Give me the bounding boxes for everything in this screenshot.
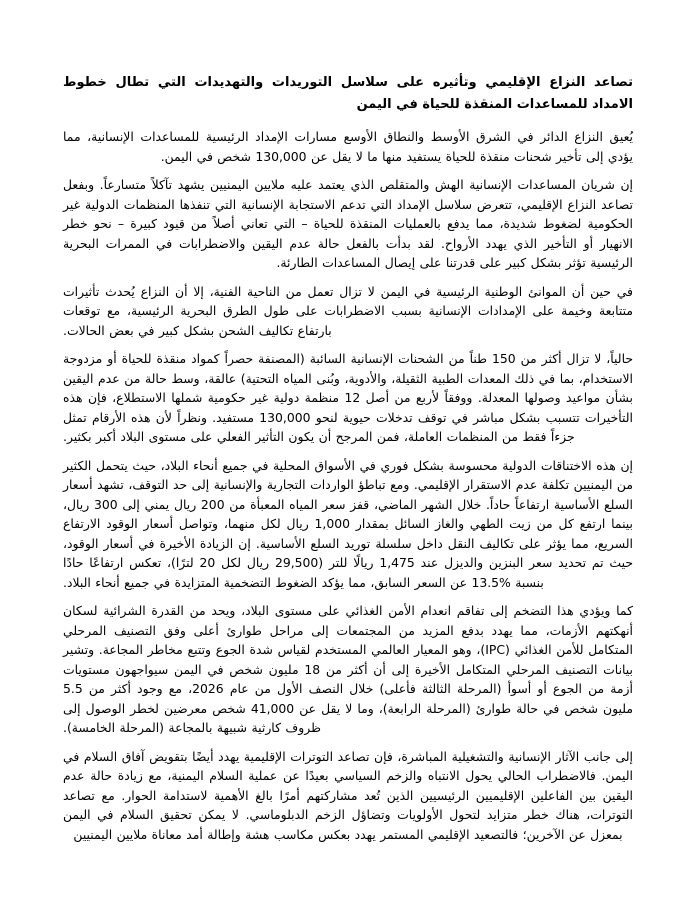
paragraph-ports-still-operating: في حين أن الموانئ الوطنية الرئيسية في اليمن لا تزال تعمل من الناحية الفنية، إلا أن النزاع يُحدث تأثيرات متتابعة وخيمة على الإمدادات الإنسانية بسبب الاضطرابات على طول الطرق البحرية الرئيسية، مع توقعات بارتفاع تكاليف الشحن بشكل كبير في بعض الحالات. bbox=[63, 283, 633, 338]
paragraph-food-insecurity-ipc: كما ويؤدي هذا التضخم إلى تفاقم انعدام الأمن الغذائي على مستوى البلاد، ويحد من القدرة الشرائية لسكان أنهكتهم الأزمات، مما يهدد بدفع المزيد من المجتمعات إلى مراحل طوارئ أعلى وفق التصنيف المرحلي المتكامل للأمن الغذائي (IPC)، وهو المعيار العالمي المستخدم لقياس شدة الجوع وتتبع مخاطر المجاعة. وتشير بيانات التصنيف المرحلي المتكامل الأخيرة إلى أن أكثر من 18 مليون شخص في اليمن سيواجهون مستويات أزمة من الجوع أو أسوأ (المرحلة الثالثة فأعلى) خلال النصف الأول من عام 2026، مع وجود أكثر من 5.5 مليون شخص في حالة طوارئ (المرحلة الرابعة)، وما لا يقل عن 41,000 شخص معرضين لخطر الوصول إلى ظروف كارثية شبيهة بالمجاعة (المرحلة الخامسة). bbox=[63, 603, 633, 735]
paragraph-peace-prospects: إلى جانب الآثار الإنسانية والتشغيلية المباشرة، فإن تصاعد التوترات الإقليمية يهدد أيضًا بتقويض آفاق السلام في اليمن. فالاضطراب الحالي يحول الانتباه والزخم السياسي بعيدًا عن عملية السلام اليمنية، مع زيادة حالة عدم اليقين بين الفاعلين الإقليميين الرئيسيين الذين تُعد مشاركتهم أمرًا بالغ الأهمية لاستدامة الحوار. مع تصاعد التوترات، هناك خطر متزايد لتحول الأولويات وتضاؤل الزخم الدبلوماسي. لا يمكن تحقيق السلام في اليمن بمعزل عن الآخرين؛ فالتصعيد الإقليمي المستمر يهدد بعكس مكاسب هشة وإطالة أمد معاناة ملايين اليمنيين bbox=[63, 748, 633, 842]
paragraph-supply-routes-impeded: يُعيق النزاع الدائر في الشرق الأوسط والنطاق الأوسع مسارات الإمداد الرئيسية للمساعدات الإنسانية، مما يؤدي إلى تأخير شحنات منقذة للحياة يستفيد منها ما لا يقل عن 130,000 شخص في اليمن. bbox=[63, 129, 633, 164]
paragraph-aid-lifeline-eroding: إن شريان المساعدات الإنسانية الهش والمتقلص الذي يعتمد عليه ملايين اليمنيين يشهد تآكلاً متسارعاً. وبفعل تصاعد النزاع الإقليمي، تتعرض سلاسل الإمداد التي تدعم الاستجابة الإنسانية التي تنفذها المنظمات الدولية غير الحكومية لضغوط شديدة، مما يدفع بالعمليات المنقذة للحياة – التي تعاني أصلاً من قيود كبيرة – نحو خطر الانهيار أو التأخير الذي يهدد الأرواح. لقد بدأت بالفعل حالة عدم اليقين والاضطرابات في الممرات البحرية الرئيسية تؤثر بشكل كبير على قدرتنا على إيصال المساعدات الطارئة. bbox=[63, 177, 633, 270]
paragraph-local-market-prices: إن هذه الاختناقات الدولية محسوسة بشكل فوري في الأسواق المحلية في جميع أنحاء البلاد، حيث يتحمل الكثير من اليمنيين تكلفة عدم الاستقرار الإقليمي. ومع تباطؤ الواردات التجارية والإنسانية إلى حد التوقف، تشهد أسعار السلع الأساسية ارتفاعاً حاداً. خلال الشهر الماضي، قفز سعر المياه المعبأة من 200 ريال يمني إلى 300 ريال، بينما ارتفع كل من زيت الطهي والغاز السائل بمقدار 1,000 ريال لكل منهما، وتواصل أسعار الوقود الارتفاع السريع، مما يؤثر على تكاليف النقل داخل سلسلة توريد السلع الأساسية. إن الزيادة الأخيرة في أسعار الوقود، حيث تم تحديد سعر البنزين والديزل عند 1,475 ريالًا للتر (29,500 ريال لكل 20 لترًا)، تعكس ارتفاعًا حادًا بنسبة %13.5 عن السعر السابق، مما يؤكد الضغوط التضخمية المتزايدة في جميع أنحاء البلاد. bbox=[63, 457, 633, 590]
paragraph-stranded-cargo: حالياً، لا تزال أكثر من 150 طناً من الشحنات الإنسانية السائبة (المصنفة حصراً كمواد منقذة للحياة أو مزدوجة الاستخدام، بما في ذلك المعدات الطبية الثقيلة، والأدوية، وبُنى المياه التحتية) عالقة، وسط حالة من عدم اليقين بشأن مواعيد وصولها المعدلة. ووفقاً لأربع من أصل 12 منظمة دولية غير حكومية شملها الاستطلاع، فإن هذه التأخيرات تتسبب بشكل مباشر في توقف تدخلات حيوية لنحو 130,000 مستفيد. ونظراً لأن هذه الأرقام تمثل جزءاً فقط من المنظمات العاملة، فمن المرجح أن يكون التأثير الفعلي على مستوى البلاد أكبر بكثير. bbox=[63, 351, 634, 444]
document-title: تصاعد النزاع الإقليمي وتأثيره على سلاسل التوريدات والتهديدات التي تطال خطوط الامداد للمساعدات المنقذة للحياة في اليمن bbox=[63, 75, 633, 112]
